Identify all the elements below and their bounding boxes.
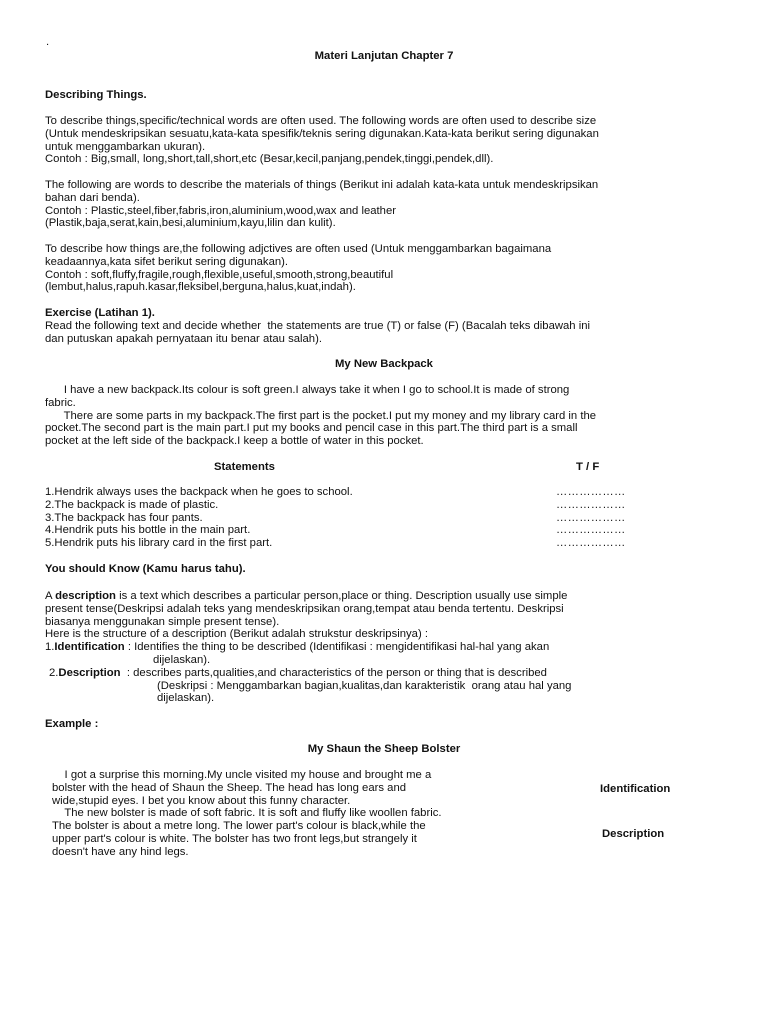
statements-header: Statements [214,461,275,473]
bullet-mark: . [46,36,50,48]
paragraph-line: untuk menggambarkan ukuran). [45,140,206,153]
statement-item: 4.Hendrik puts his bottle in the main part. [45,524,251,537]
statement-item: 3.The backpack has four pants. [45,511,203,524]
answer-blank: ……………… [556,524,626,537]
structure-item-continuation: dijelaskan). [153,654,211,666]
description-term: description [55,590,116,602]
paragraph-line: To describe things,specific/technical words are often used. The following words are often used to describe size [45,115,597,127]
paragraph-line: Here is the structure of a description (Berikut adalah strukstur deskripsinya) : [45,628,429,641]
paragraph-line: There are some parts in my backpack.The first part is the pocket.I put my money and my library card in the [45,409,597,422]
paragraph-line: Contoh : soft,fluffy,fragile,rough,flexible,useful,smooth,strong,beautiful [45,268,394,281]
example-line: The bolster is about a metre long. The lower part's colour is black,while the [52,820,426,833]
paragraph-line: keadaannya,kata sifet berikut sering digunakan). [45,255,289,268]
answer-blank: ……………… [556,498,626,511]
example-line: I got a surprise this morning.My uncle visited my house and brought me a [52,769,432,781]
section-heading-know: You should Know (Kamu harus tahu). [45,563,246,575]
structure-item-continuation: dijelaskan). [157,692,215,705]
paragraph-line: The following are words to describe the materials of things (Berikut ini adalah kata-kata untuk mendeskripsikan [45,179,599,191]
structure-item-description: 2.Description : describes parts,qualities,and characteristics of the person or thing that is described [49,666,547,679]
paragraph-line: pocket at the left side of the backpack.I keep a bottle of water in this pocket. [45,435,424,448]
answer-blank: ……………… [556,486,626,498]
paragraph-line: present tense(Deskripsi adalah teks yang mendeskripsikan orang,tempat atau benda tertentu. Deskripsi [45,602,564,615]
paragraph-line: (Untuk mendeskripsikan sesuatu,kata-kata spesifik/teknis sering digunakan.Kata-kata berikut sering digunakan [45,127,599,140]
section-heading-example: Example : [45,718,99,730]
structure-item-identification: 1.Identification : Identifies the thing to be described (Identifikasi : mengidentifikasi hal-hal yang akan [45,641,550,654]
structure-item-continuation: (Deskripsi : Menggambarkan bagian,kualitas,dan karakteristik orang atau hal yang [157,679,572,692]
paragraph-line: Contoh : Big,small, long,short,tall,short,etc (Besar,kecil,panjang,pendek,tinggi,pendek,dll). [45,153,494,166]
section-heading-exercise: Exercise (Latihan 1). [45,307,155,319]
example-line: doesn't have any hind legs. [52,845,189,858]
answer-blank: ……………… [556,511,626,524]
section-heading-describing: Describing Things. [45,89,147,101]
paragraph-line: To describe how things are,the following adjctives are often used (Untuk menggambarkan bagaimana [45,243,552,255]
label-identification: Identification [600,783,671,795]
example-line: upper part's colour is white. The bolster has two front legs,but strangely it [52,833,417,845]
statement-item: 1.Hendrik always uses the backpack when he goes to school. [45,486,353,498]
example-line: bolster with the head of Shaun the Sheep. The head has long ears and [52,781,407,794]
statement-item: 2.The backpack is made of plastic. [45,498,219,511]
paragraph-line: Read the following text and decide whether the statements are true (T) or false (F) (Bacalah teks dibawah ini [45,319,591,332]
paragraph-line: (Plastik,baja,serat,kain,besi,aluminium,kayu,lilin dan kulit). [45,217,336,230]
paragraph-line: (lembut,halus,rapuh.kasar,fleksibel,berguna,halus,kuat,indah). [45,281,356,294]
statement-item: 5.Hendrik puts his library card in the first part. [45,537,273,550]
page-title: Materi Lanjutan Chapter 7 [314,50,454,62]
label-description: Description [602,828,665,840]
example-line: The new bolster is made of soft fabric. It is soft and fluffy like woollen fabric. [52,807,442,820]
tf-header: T / F [576,461,600,473]
paragraph-line: dan putuskan apakah pernyataan itu benar atau salah). [45,332,322,345]
paragraph-line: I have a new backpack.Its colour is soft green.I always take it when I go to school.It is made of strong [45,384,570,396]
text-title-bolster: My Shaun the Sheep Bolster [307,743,461,755]
example-line: wide,stupid eyes. I bet you know about this funny character. [52,794,351,807]
text-title-backpack: My New Backpack [335,358,433,370]
paragraph-line: bahan dari benda). [45,191,140,204]
paragraph-line: A description is a text which describes a particular person,place or thing. Description usually use simple [45,590,568,602]
paragraph-line: biasanya menggunakan simple present tense). [45,615,280,628]
paragraph-line: pocket.The second part is the main part.I put my books and pencil case in this part.The third part is a small [45,422,578,435]
answer-blank: ……………… [556,537,626,550]
paragraph-line: Contoh : Plastic,steel,fiber,fabris,iron,aluminium,wood,wax and leather [45,204,397,217]
paragraph-line: fabric. [45,396,76,409]
